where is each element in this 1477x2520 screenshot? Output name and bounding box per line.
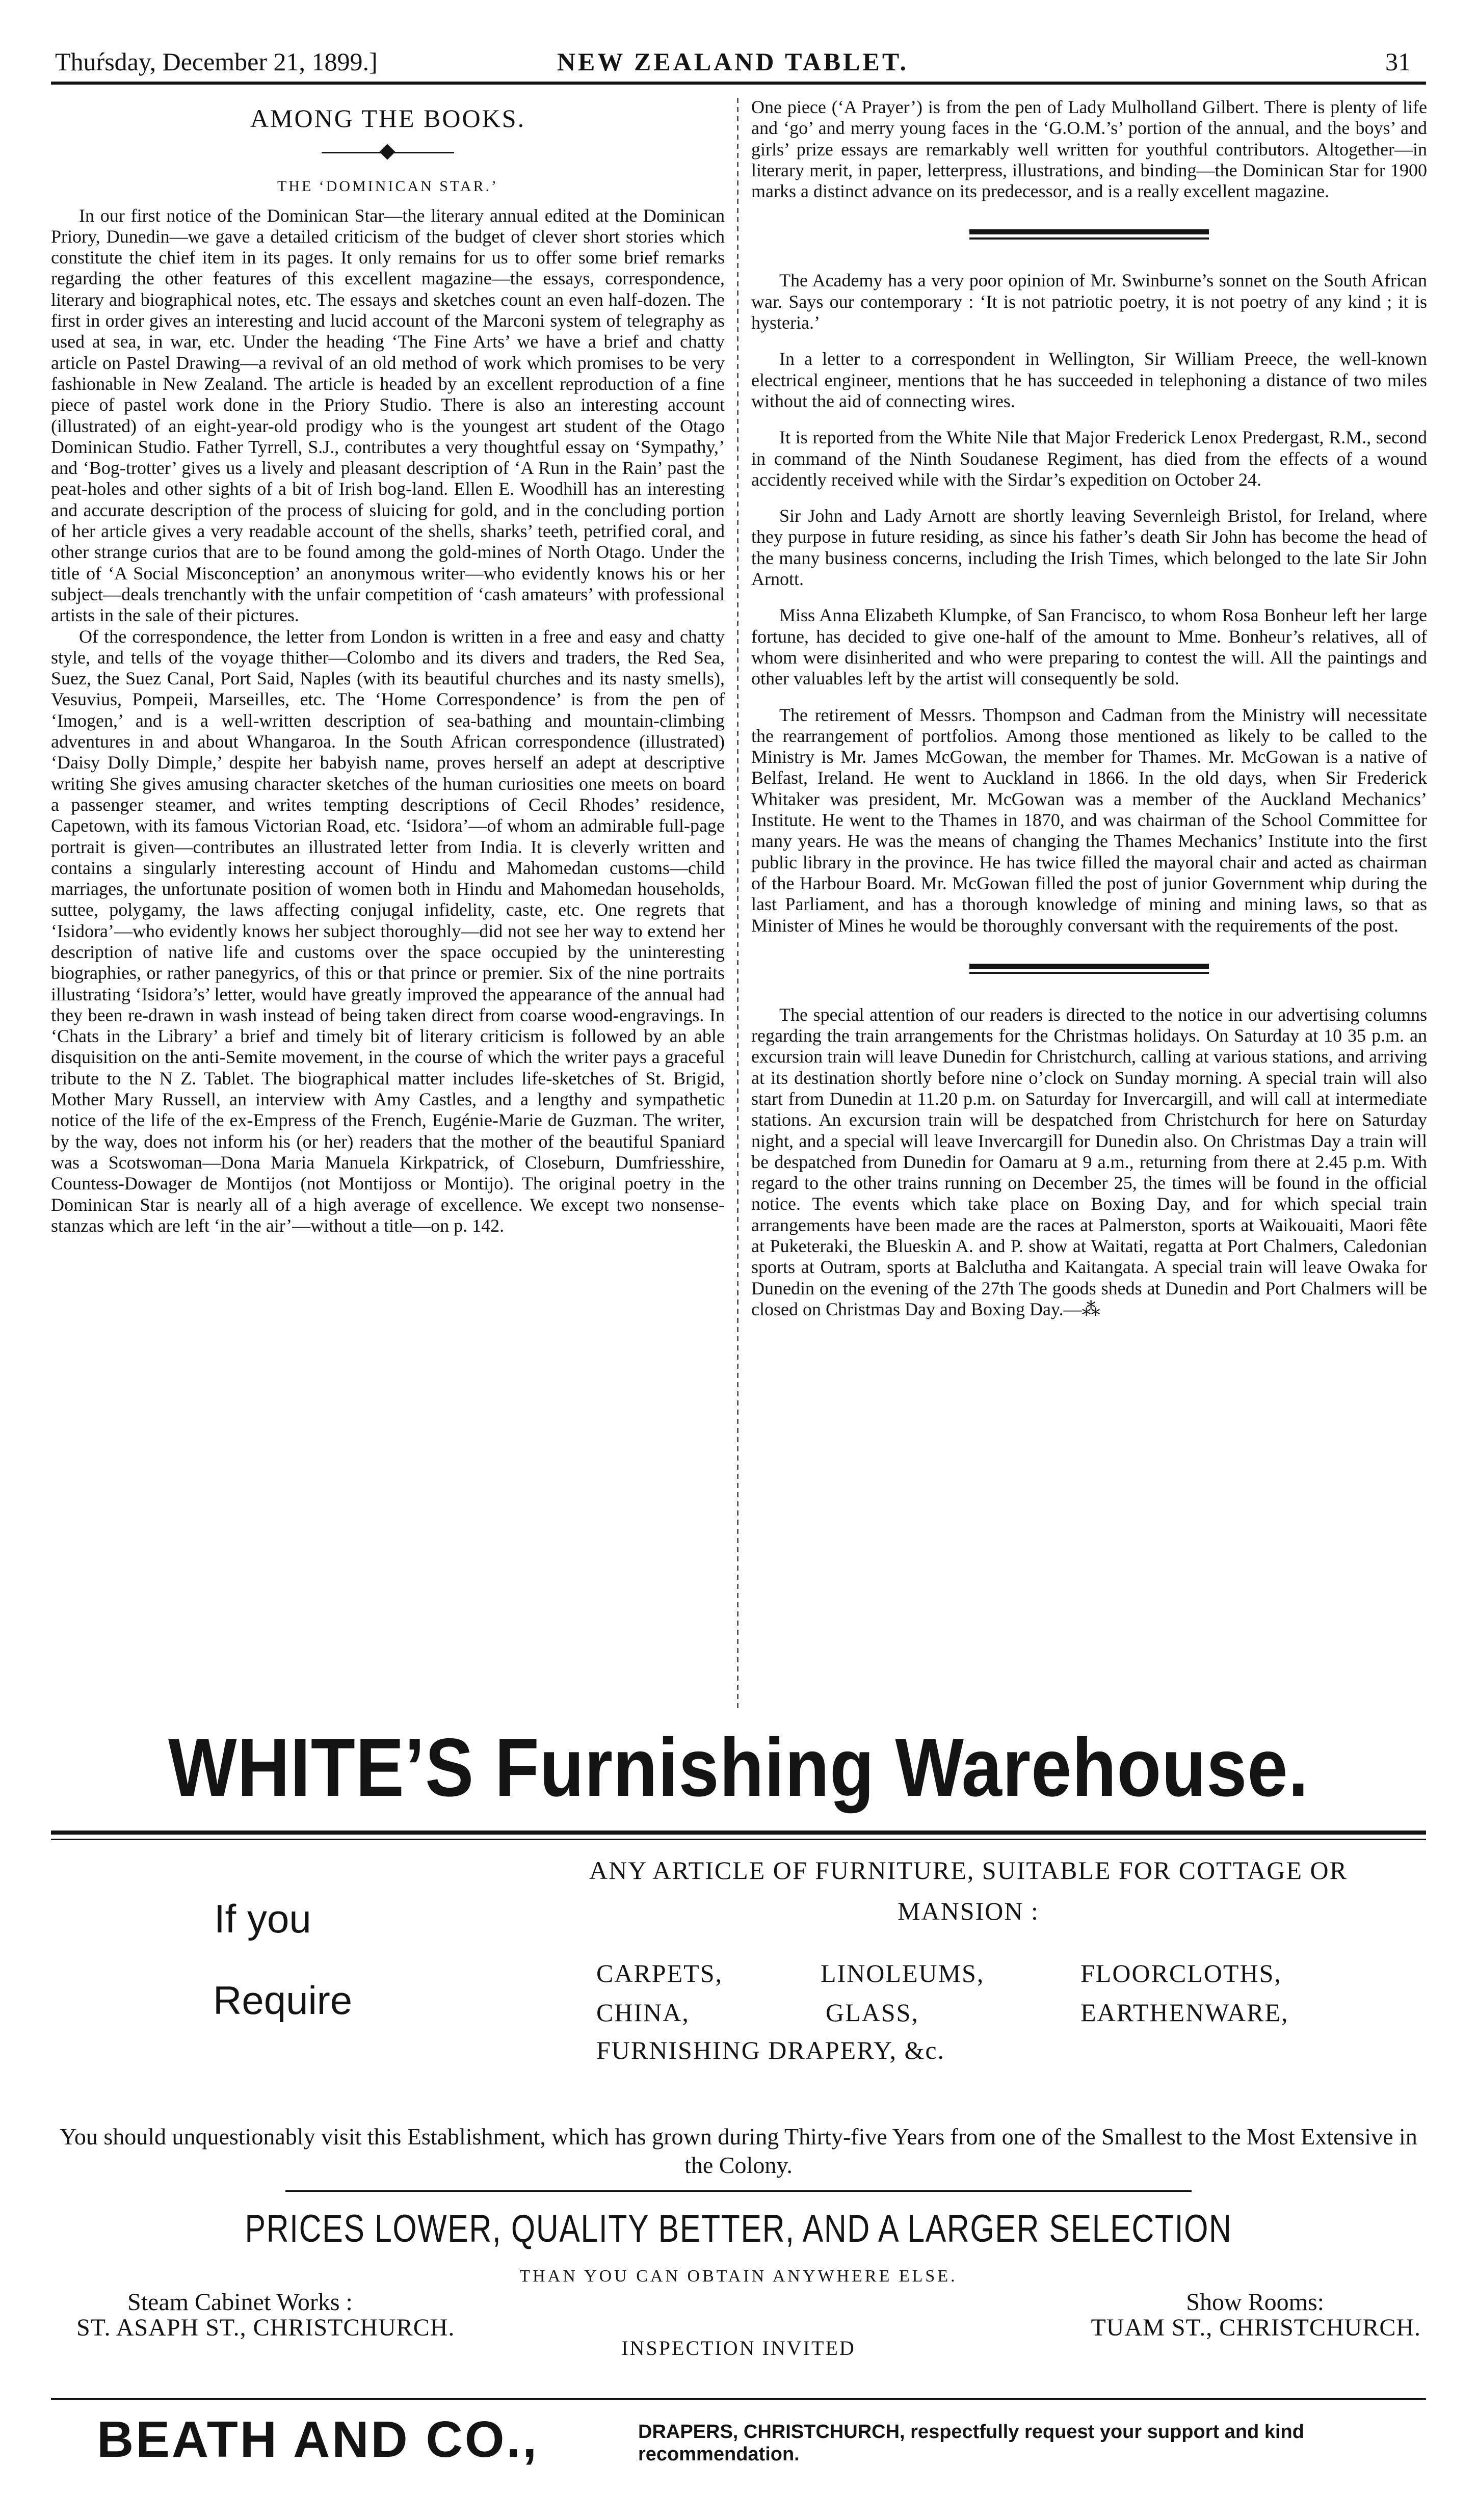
section-title: AMONG THE BOOKS. xyxy=(250,104,526,132)
ad-headline-line: MANSION : xyxy=(898,1897,1039,1925)
issue-date: Thuŕsday, December 21, 1899.] xyxy=(55,47,378,76)
ad-inspection-line: INSPECTION INVITED xyxy=(621,2337,856,2359)
ad-prices-headline: PRICES LOWER, QUALITY BETTER, AND A LARGER SELECTION xyxy=(245,2207,1232,2250)
right-column xyxy=(751,97,1427,1320)
ornament-divider xyxy=(322,142,454,163)
news-item: Sir John and Lady Arnott are shortly leaving Severnleigh Bristol, for Ireland, where they purpose in future residing, as since his father’s death Sir John has become the head of the many business concerns, including the Irish Times, which belonged to the late Sir John Arnott. xyxy=(751,506,1427,590)
ad-headline-line: ANY ARTICLE OF FURNITURE, SUITABLE FOR COTTAGE OR xyxy=(589,1856,1348,1885)
ad-item: FURNISHING DRAPERY, &c. xyxy=(596,2036,945,2064)
ad-works-label: Steam Cabinet Works : xyxy=(127,2289,353,2316)
ad-rule xyxy=(51,1839,1426,1840)
ad-title: WHITE’S Furnishing Warehouse. xyxy=(168,1721,1309,1814)
news-item: Miss Anna Elizabeth Klumpke, of San Francisco, to whom Rosa Bonheur left her large fortune, has decided to give one-half of the amount to Mme. Bonheur’s relatives, all of whom were disinherited and who were preparing to contest the will. All the paintings and other valuables left by the artist will consequently be sold. xyxy=(751,605,1427,689)
news-item: It is reported from the White Nile that Major Frederick Lenox Predergast, R.M., second in command of the Ninth Soudanese Regiment, has died from the effects of a wound accidently received while with the Sirdar’s expedition on October 24. xyxy=(751,427,1427,490)
article-paragraph: In our first notice of the Dominican Star—the literary annual edited at the Dominican Priory, Dunedin—we gave a detailed criticism of the budget of clever short stories which constitute the chief item in its pages. It only remains for us to offer some brief remarks regarding the other features of this excellent magazine—the essays, correspondence, literary and biographical notes, etc. The essays and sketches count an even half-dozen. The first in order gives an interesting and lucid account of the Marconi system of telegraphy as used at sea, in war, etc. Under the heading ‘The Fine Arts’ we have a brief and chatty article on Pastel Drawing—a revival of an old method of work which promises to be very fashionable in New Zealand. The article is headed by an excellent reproduction of a fine piece of pastel work done in the Priory Studio. There is also an interesting account (illustrated) of an eight-year-old prodigy who is the youngest art student of the Otago Dominican Studio. Father Tyrrell, S.J., contributes a very thoughtful essay on ‘Sympathy,’ and ‘Bog-trotter’ gives us a lively and pleasant description of ‘A Run in the Rain’ past the peat-holes and other sights of a bit of Irish bog-land. Ellen E. Woodhill has an interesting and accurate description of the process of sluicing for gold, and in the concluding portion of her article gives a very readable account of the shells, sharks’ teeth, petrified coral, and other strange curios that are to be found among the gold-mines of North Otago. Under the title of ‘A Social Misconception’ an anonymous writer—who evidently knows his or her subject—deals trenchantly with the unfair competition of ‘cash amateurs’ with professional artists in the sale of their pictures. xyxy=(51,205,725,626)
masthead xyxy=(55,47,1411,83)
beath-ad-text xyxy=(638,2421,1433,2465)
train-notice: The special attention of our readers is directed to the notice in our advertising columns regarding the train arrangements for the Christmas holidays. On Saturday at 10 35 p.m. an excursion train will leave Dunedin for Christchurch, calling at various stations, and arriving at its destination shortly before nine o’clock on Sunday morning. A special train will also start from Dunedin at 11.20 p.m. on Saturday for Invercargill, and will call at intermediate stations. An excursion train will be despatched from Christchurch for here on Saturday night, and a special will leave Invercargill for Dunedin also. On Christmas Day a train will be despatched from Dunedin for Oamaru at 9 a.m., returning from there at 2.45 p.m. With regard to the other trains running on December 25, the times will be found in the official notice. The events which take place on Boxing Day, and for which special train arrangements have been made are the races at Palmerston, sports at Waikouaiti, Maori fête at Puketeraki, the Blueskin A. and P. show at Waitati, regatta at Port Chalmers, Caledonian sports at Outram, sports at Balclutha and Kaitangata. A special train will leave Owaka for Dunedin on the evening of the 27th The goods sheds at Dunedin and Port Chalmers will be closed on Christmas Day and Boxing Day.—⁂ xyxy=(751,1004,1427,1319)
article-continuation: One piece (‘A Prayer’) is from the pen of Lady Mulholland Gilbert. There is plenty of life and ‘go’ and merry young faces in the ‘G.O.M.’s’ portion of the annual, and the boys’ and girls’ prize essays are remarkably well written for youthful contributors. Altogether—in literary merit, in paper, letterpress, illustrations, and binding—the Dominican Star for 1900 marks a distinct advance on its predecessor, and is a really excellent magazine. xyxy=(751,97,1427,202)
ad-if-you: If you xyxy=(214,1896,311,1941)
ad-works-address: ST. ASAPH ST., CHRISTCHURCH. xyxy=(76,2314,455,2341)
beath-ad-request: respectfully request your support and kind recommendation. xyxy=(638,2421,1304,2465)
left-column xyxy=(51,97,725,1236)
double-rule-divider xyxy=(969,229,1209,243)
ad-item: CHINA, xyxy=(596,1998,690,2027)
ad-body-text: You should unquestionably visit this Establishment, which has grown during Thirty-five Years from one of the Smallest to the Most Extensive in the Colony. xyxy=(60,2124,1417,2178)
ad-headline xyxy=(510,1850,1427,1931)
ad-rule xyxy=(51,2398,1426,2400)
double-rule-divider xyxy=(969,964,1209,977)
ad-require: Require xyxy=(213,1978,353,2023)
column-divider xyxy=(737,98,739,1708)
beath-ad-drapers: DRAPERS, CHRISTCHURCH, xyxy=(638,2421,905,2443)
ad-rooms-label: Show Rooms: xyxy=(1186,2289,1324,2316)
ad-rooms-address: TUAM ST., CHRISTCHURCH. xyxy=(1091,2314,1421,2341)
ad-item: FLOORCLOTHS, xyxy=(1080,1959,1282,1987)
ad-rule xyxy=(285,2190,1192,2192)
ad-than-line: THAN YOU CAN OBTAIN ANYWHERE ELSE. xyxy=(519,2267,958,2286)
ad-item: LINOLEUMS, xyxy=(821,1959,985,1987)
news-item: The retirement of Messrs. Thompson and Cadman from the Ministry will necessitate the rearrangement of portfolios. Among those mentioned as likely to be called to the Ministry is Mr. James McGowan, the member for Thames. Mr. McGowan is a native of Belfast, Ireland. He went to Auckland in 1866. In the old days, when Sir Frederick Whitaker was president, Mr. McGowan was a member of the Auckland Mechanics’ Institute. He went to the Thames in 1870, and was chairman of the School Committee for many years. He was the means of changing the Thames Mechanics’ Institute into the first public library in the province. He has twice filled the mayoral chair and acted as chairman of the Harbour Board. Mr. McGowan filled the post of junior Government whip during the last Parliament, and has a thorough knowledge of mining and mining laws, so that as Minister of Mines he would be thoroughly conversant with the requirements of the post. xyxy=(751,704,1427,936)
paper-title: NEW ZEALAND TABLET. xyxy=(557,47,909,76)
ad-item: GLASS, xyxy=(826,1998,919,2027)
news-item: The Academy has a very poor opinion of Mr. Swinburne’s sonnet on the South African war. Says our contemporary : ‘It is not patriotic poetry, it is not poetry of any kind ; it is hysteria.’ xyxy=(751,270,1427,333)
masthead-rule xyxy=(51,82,1426,85)
news-item: In a letter to a correspondent in Wellington, Sir William Preece, the well-known electrical engineer, mentions that he has succeeded in telephoning a distance of two miles without the aid of connecting wires. xyxy=(751,349,1427,411)
ad-item: CARPETS, xyxy=(596,1959,723,1987)
subsection-title: THE ‘DOMINICAN STAR.’ xyxy=(277,178,499,195)
ad-item: EARTHENWARE, xyxy=(1080,1998,1289,2027)
ad-rule xyxy=(51,1831,1426,1835)
page-number: 31 xyxy=(1385,47,1411,76)
beath-ad-name: BEATH AND CO., xyxy=(97,2411,539,2468)
article-paragraph: Of the correspondence, the letter from London is written in a free and easy and chatty style, and tells of the voyage thither—Colombo and its divers and traders, the Red Sea, Suez, the Suez Canal, Port Said, Naples (with its beautiful churches and its nasty smells), Vesuvius, Pompeii, Marseilles, etc. The ‘Home Correspondence’ is from the pen of ‘Imogen,’ and is a well-written description of sea-bathing and mountain-climbing adventures in and about Whangaroa. In the South African correspondence (illustrated) ‘Daisy Dolly Dimple,’ despite her babyish name, proves herself an adept at descriptive writing She gives amusing character sketches of the human curiosities one meets on board a passenger steamer, and writes tempting descriptions of Cecil Rhodes’ residence, Capetown, with its famous Victorian Road, etc. ‘Isidora’—of whom an admirable full-page portrait is given—contributes an illustrated letter from India. It is cleverly written and contains a singularly interesting account of Hindu and Mahomedan customs—child marriages, the unfortunate position of women both in Hindu and Mahomedan households, suttee, polygamy, the laws affecting conjugal infidelity, caste, etc. One regrets that ‘Isidora’—who evidently knows her subject thoroughly—did not see her way to extend her description of native life and customs over the space occupied by the uninteresting biographies, or rather panegyrics, of this or that prince or premier. Six of the nine portraits illustrating ‘Isidora’s’ letter, would have greatly improved the appearance of the annual had they been re-drawn in wash instead of being taken direct from coarse wood-engravings. In ‘Chats in the Library’ a brief and timely bit of literary criticism is followed by an able disquisition on the anti-Semite movement, in the course of which the writer pays a graceful tribute to the N Z. Tablet. The biographical matter includes life-sketches of St. Brigid, Mother Mary Russell, an interview with Amy Castles, and a lengthy and sympathetic notice of the life of the ex-Empress of the French, Eugénie-Marie de Guzman. The writer, by the way, does not inform his (or her) readers that the mother of the beautiful Spaniard was a Scotswoman—Dona Maria Manuela Kirkpatrick, of Closeburn, Dumfriesshire, Countess-Dowager de Montijos (not Montijoss or Montijo). The original poetry in the Dominican Star is nearly all of a high average of excellence. We except two nonsense-stanzas which are left ‘in the air’—without a title—on p. 142. xyxy=(51,626,725,1236)
